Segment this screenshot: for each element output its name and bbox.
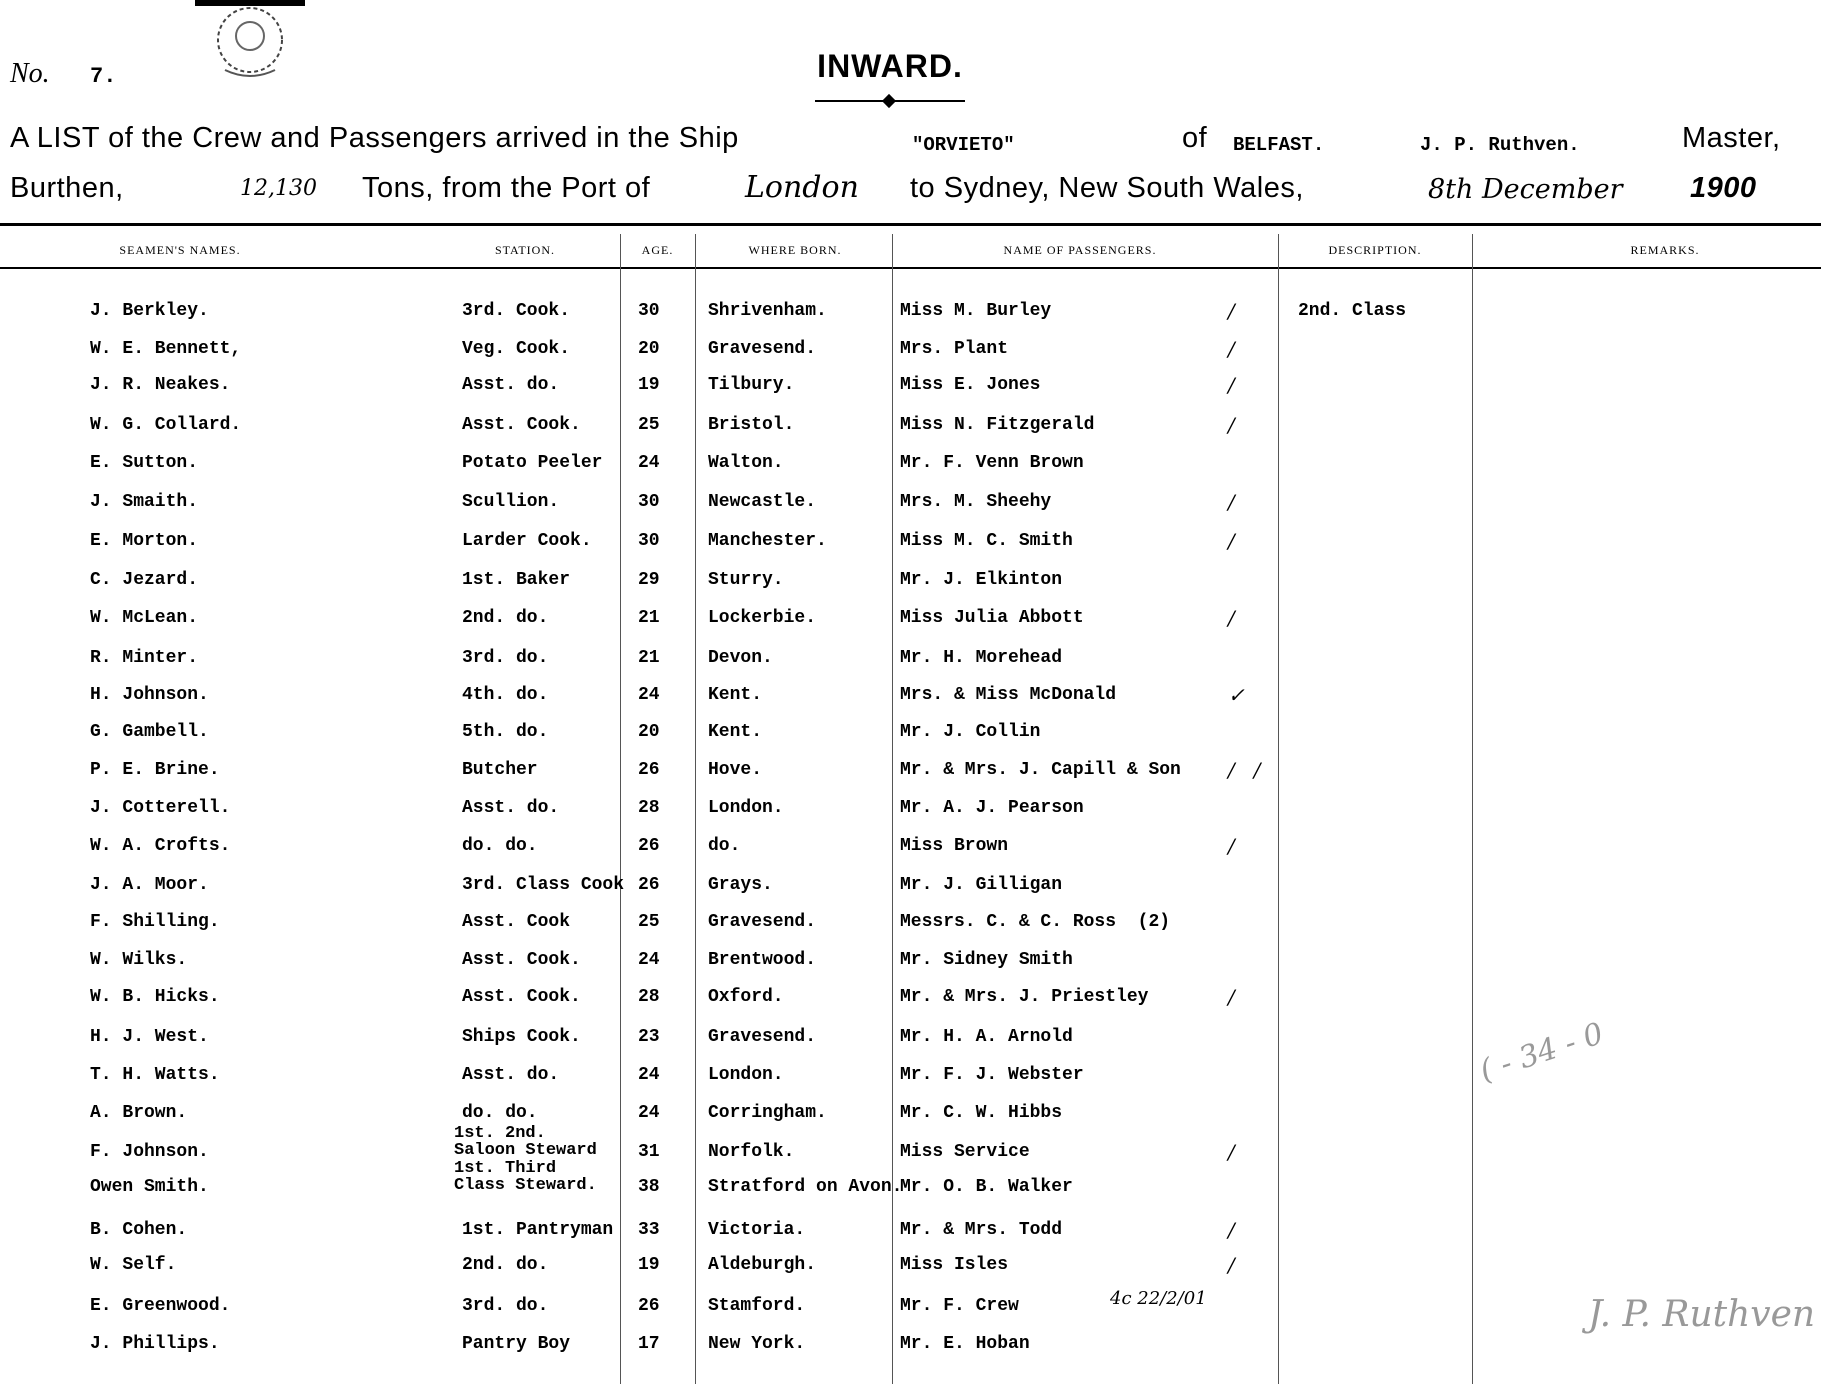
passenger-name: Mrs. M. Sheehy xyxy=(900,492,1052,512)
station: Pantry Boy xyxy=(462,1334,571,1354)
master-name: J. P. Ruthven. xyxy=(1420,134,1580,156)
check-mark: ✓ xyxy=(1228,683,1245,707)
where-born: Shrivenham. xyxy=(708,301,827,321)
check-mark: / / xyxy=(1228,758,1261,782)
postmark-stamp xyxy=(195,0,305,85)
check-mark: / xyxy=(1228,337,1235,361)
passenger-name: Miss N. Fitzgerald xyxy=(900,415,1095,435)
age: 17 xyxy=(638,1334,660,1354)
passenger-name: Mr. J. Collin xyxy=(900,722,1041,742)
seaman-name: W. Self. xyxy=(90,1255,177,1275)
station: do. do. xyxy=(462,836,538,856)
age: 19 xyxy=(638,375,660,395)
ship-name: "ORVIETO" xyxy=(912,134,1015,156)
seaman-name: W. A. Crofts. xyxy=(90,836,231,856)
passenger-name: Miss Julia Abbott xyxy=(900,608,1084,628)
where-born: London. xyxy=(708,1065,784,1085)
station: 3rd. do. xyxy=(462,1296,549,1316)
where-born: Aldeburgh. xyxy=(708,1255,817,1275)
station: 2nd. do. xyxy=(462,608,549,628)
where-born: Kent. xyxy=(708,722,763,742)
where-born: Manchester. xyxy=(708,531,827,551)
seaman-name: J. R. Neakes. xyxy=(90,375,231,395)
station: Larder Cook. xyxy=(462,531,592,551)
check-mark: / xyxy=(1228,606,1235,630)
column-divider xyxy=(620,234,621,1384)
passenger-name: Mr. O. B. Walker xyxy=(900,1177,1073,1197)
check-mark: / xyxy=(1228,490,1235,514)
age: 24 xyxy=(638,1065,660,1085)
station: Butcher xyxy=(462,760,538,780)
col-where-born: WHERE BORN. xyxy=(748,243,842,257)
where-born: New York. xyxy=(708,1334,806,1354)
seaman-name: H. Johnson. xyxy=(90,685,209,705)
seaman-name: W. McLean. xyxy=(90,608,199,628)
age: 20 xyxy=(638,722,660,742)
passenger-name: Mr. H. A. Arnold xyxy=(900,1027,1073,1047)
age: 29 xyxy=(638,570,660,590)
station: Veg. Cook. xyxy=(462,339,571,359)
handwritten-note: 4c 22/2/01 xyxy=(1110,1288,1207,1309)
seaman-name: A. Brown. xyxy=(90,1103,188,1123)
where-born: Hove. xyxy=(708,760,763,780)
seaman-name: E. Sutton. xyxy=(90,453,199,473)
passenger-name: Miss Brown xyxy=(900,836,1009,856)
where-born: Walton. xyxy=(708,453,784,473)
passenger-name: Miss M. C. Smith xyxy=(900,531,1073,551)
age: 25 xyxy=(638,912,660,932)
col-age: AGE. xyxy=(641,243,674,257)
column-divider xyxy=(695,234,696,1384)
passenger-name: Mr. E. Hoban xyxy=(900,1334,1030,1354)
passenger-name: Miss E. Jones xyxy=(900,375,1041,395)
age: 28 xyxy=(638,798,660,818)
col-passenger-names: NAME OF PASSENGERS. xyxy=(1003,243,1157,257)
burthen-label: Burthen, xyxy=(10,172,124,204)
passenger-name: Mr. C. W. Hibbs xyxy=(900,1103,1063,1123)
seaman-name: P. E. Brine. xyxy=(90,760,220,780)
where-born: Norfolk. xyxy=(708,1142,795,1162)
seaman-name: W. G. Collard. xyxy=(90,415,242,435)
age: 38 xyxy=(638,1177,660,1197)
age: 26 xyxy=(638,836,660,856)
check-mark: / xyxy=(1228,529,1235,553)
age: 24 xyxy=(638,685,660,705)
age: 31 xyxy=(638,1142,660,1162)
passenger-name: Mrs. Plant xyxy=(900,339,1009,359)
age: 24 xyxy=(638,453,660,473)
line1-prefix: A LIST of the Crew and Passengers arrived in the Ship xyxy=(10,122,739,154)
where-born: Brentwood. xyxy=(708,950,817,970)
where-born: Devon. xyxy=(708,648,773,668)
station: Ships Cook. xyxy=(462,1027,581,1047)
col-description: DESCRIPTION. xyxy=(1328,243,1422,257)
check-mark: / xyxy=(1228,413,1235,437)
check-mark: / xyxy=(1228,1140,1235,1164)
station: 1st. Pantryman xyxy=(462,1220,614,1240)
station: Potato Peeler xyxy=(462,453,603,473)
age: 33 xyxy=(638,1220,660,1240)
where-born: Lockerbie. xyxy=(708,608,817,628)
seaman-name: W. B. Hicks. xyxy=(90,987,220,1007)
column-divider xyxy=(1278,234,1279,1384)
seaman-name: C. Jezard. xyxy=(90,570,199,590)
check-mark: / xyxy=(1228,834,1235,858)
where-born: Gravesend. xyxy=(708,339,817,359)
where-born: Newcastle. xyxy=(708,492,817,512)
check-mark: / xyxy=(1228,985,1235,1009)
tons-value: 12,130 xyxy=(240,176,317,201)
tons-from-label: Tons, from the Port of xyxy=(362,172,651,204)
seaman-name: T. H. Watts. xyxy=(90,1065,220,1085)
number-label: No. xyxy=(10,58,50,89)
age: 20 xyxy=(638,339,660,359)
check-mark: / xyxy=(1228,1218,1235,1242)
seaman-name: J. Phillips. xyxy=(90,1334,220,1354)
column-header-rule xyxy=(0,267,1821,269)
col-seamen-names: SEAMEN'S NAMES. xyxy=(119,243,241,257)
age: 26 xyxy=(638,1296,660,1316)
age: 30 xyxy=(638,531,660,551)
master-label: Master, xyxy=(1682,122,1781,154)
station: 2nd. do. xyxy=(462,1255,549,1275)
where-born: Oxford. xyxy=(708,987,784,1007)
port-of-registry: BELFAST. xyxy=(1233,134,1325,156)
station: 1st. 2nd. Saloon Steward xyxy=(454,1124,597,1160)
seaman-name: W. E. Bennett, xyxy=(90,339,242,359)
seaman-name: Owen Smith. xyxy=(90,1177,209,1197)
arrival-year: 1900 xyxy=(1690,172,1757,204)
passenger-name: Mr. & Mrs. J. Priestley xyxy=(900,987,1149,1007)
seaman-name: R. Minter. xyxy=(90,648,199,668)
passenger-name: Messrs. C. & C. Ross (2) xyxy=(900,912,1171,932)
page-title: INWARD. xyxy=(817,48,963,84)
seaman-name: J. Smaith. xyxy=(90,492,199,512)
age: 30 xyxy=(638,301,660,321)
arrival-date: 8th December xyxy=(1428,174,1623,205)
station: 1st. Baker xyxy=(462,570,571,590)
to-label: to Sydney, New South Wales, xyxy=(910,172,1304,204)
station: Asst. Cook. xyxy=(462,987,581,1007)
where-born: Grays. xyxy=(708,875,773,895)
age: 24 xyxy=(638,950,660,970)
seaman-name: E. Greenwood. xyxy=(90,1296,231,1316)
age: 24 xyxy=(638,1103,660,1123)
where-born: Stratford on Avon. xyxy=(708,1177,903,1197)
station: Asst. Cook. xyxy=(462,415,581,435)
from-port: London xyxy=(745,170,859,205)
station: Asst. do. xyxy=(462,798,560,818)
seaman-name: J. Cotterell. xyxy=(90,798,231,818)
age: 25 xyxy=(638,415,660,435)
passenger-name: Miss M. Burley xyxy=(900,301,1052,321)
where-born: Gravesend. xyxy=(708,1027,817,1047)
where-born: Victoria. xyxy=(708,1220,806,1240)
where-born: Sturry. xyxy=(708,570,784,590)
passenger-name: Miss Isles xyxy=(900,1255,1009,1275)
station: 1st. Third Class Steward. xyxy=(454,1159,597,1195)
remarks-note: ( - 34 - 0 xyxy=(1475,1016,1608,1089)
where-born: Corringham. xyxy=(708,1103,827,1123)
age: 19 xyxy=(638,1255,660,1275)
station: 5th. do. xyxy=(462,722,549,742)
passenger-name: Mrs. & Miss McDonald xyxy=(900,685,1117,705)
passenger-name: Mr. A. J. Pearson xyxy=(900,798,1084,818)
check-mark: / xyxy=(1228,373,1235,397)
where-born: Kent. xyxy=(708,685,763,705)
where-born: Bristol. xyxy=(708,415,795,435)
station: Asst. do. xyxy=(462,1065,560,1085)
where-born: London. xyxy=(708,798,784,818)
passenger-name: Mr. F. J. Webster xyxy=(900,1065,1084,1085)
seaman-name: H. J. West. xyxy=(90,1027,209,1047)
seaman-name: F. Johnson. xyxy=(90,1142,209,1162)
passenger-name: Mr. J. Elkinton xyxy=(900,570,1063,590)
seaman-name: F. Shilling. xyxy=(90,912,220,932)
col-station: STATION. xyxy=(494,243,556,257)
column-divider xyxy=(892,234,893,1384)
age: 26 xyxy=(638,760,660,780)
seaman-name: E. Morton. xyxy=(90,531,199,551)
age: 30 xyxy=(638,492,660,512)
age: 28 xyxy=(638,987,660,1007)
station: Asst. Cook xyxy=(462,912,571,932)
where-born: do. xyxy=(708,836,741,856)
station: 3rd. Class Cook xyxy=(462,875,625,895)
station: 3rd. Cook. xyxy=(462,301,571,321)
seaman-name: B. Cohen. xyxy=(90,1220,188,1240)
age: 21 xyxy=(638,648,660,668)
station: do. do. xyxy=(462,1103,538,1123)
where-born: Tilbury. xyxy=(708,375,795,395)
number-value: 7. xyxy=(90,64,117,89)
station: 3rd. do. xyxy=(462,648,549,668)
station: 4th. do. xyxy=(462,685,549,705)
seaman-name: J. Berkley. xyxy=(90,301,209,321)
col-remarks: REMARKS. xyxy=(1630,243,1700,257)
title-ornament xyxy=(882,94,896,108)
passenger-name: Mr. J. Gilligan xyxy=(900,875,1063,895)
passenger-name: Mr. & Mrs. Todd xyxy=(900,1220,1063,1240)
check-mark: / xyxy=(1228,299,1235,323)
seaman-name: W. Wilks. xyxy=(90,950,188,970)
where-born: Gravesend. xyxy=(708,912,817,932)
of-label: of xyxy=(1182,122,1208,154)
station: Asst. do. xyxy=(462,375,560,395)
passenger-name: Mr. & Mrs. J. Capill & Son xyxy=(900,760,1181,780)
signature: J. P. Ruthven xyxy=(1588,1294,1816,1335)
where-born: Stamford. xyxy=(708,1296,806,1316)
seaman-name: G. Gambell. xyxy=(90,722,209,742)
station: Asst. Cook. xyxy=(462,950,581,970)
age: 26 xyxy=(638,875,660,895)
station: Scullion. xyxy=(462,492,560,512)
header-rule xyxy=(0,223,1821,226)
seaman-name: J. A. Moor. xyxy=(90,875,209,895)
passenger-name: Mr. Sidney Smith xyxy=(900,950,1073,970)
passenger-name: Mr. H. Morehead xyxy=(900,648,1063,668)
description: 2nd. Class xyxy=(1298,301,1407,321)
passenger-name: Mr. F. Venn Brown xyxy=(900,453,1084,473)
passenger-name: Mr. F. Crew xyxy=(900,1296,1019,1316)
check-mark: / xyxy=(1228,1253,1235,1277)
column-divider xyxy=(1472,234,1473,1384)
passenger-name: Miss Service xyxy=(900,1142,1030,1162)
age: 21 xyxy=(638,608,660,628)
age: 23 xyxy=(638,1027,660,1047)
